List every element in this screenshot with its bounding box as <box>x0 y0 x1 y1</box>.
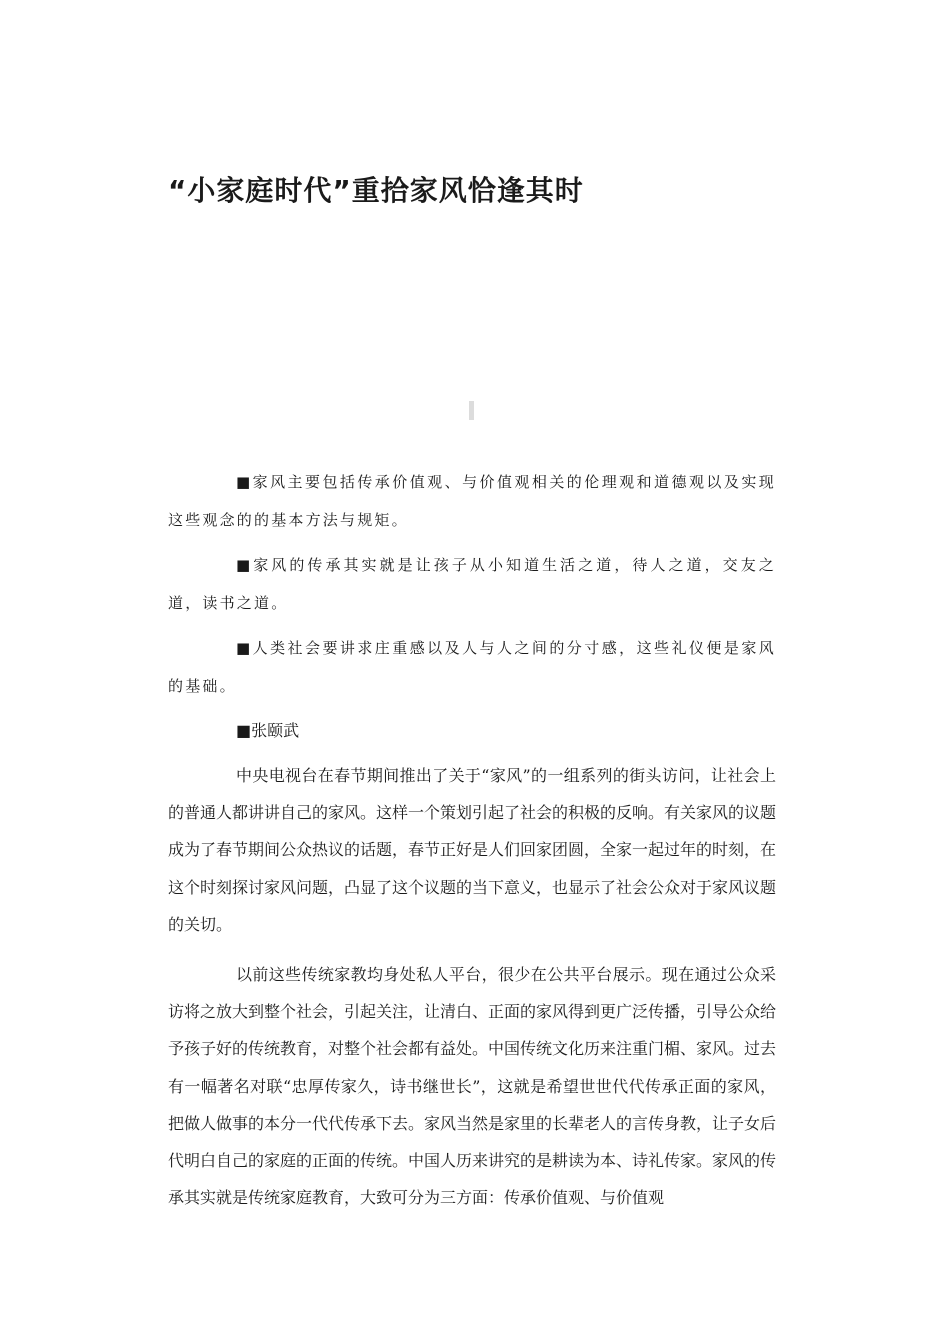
summary-point-1: ■家风主要包括传承价值观、与价值观相关的伦理观和道德观以及实现这些观念的的基本方法与规矩。 <box>168 473 776 529</box>
body-paragraph-1: 中央电视台在春节期间推出了关于“家风”的一组系列的街头访问，让社会上的普通人都讲讲自己的家风。这样一个策划引起了社会的积极的反响。有关家风的议题成为了春节期间公众热议的话题，春节正好是人们回家团圆，全家一起过年的时刻，在这个时刻探讨家风问题，凸显了这个议题的当下意义，也显示了社会公众对于家风议题的关切。 <box>168 766 777 934</box>
summary-point-2: ■家风的传承其实就是让孩子从小知道生活之道，待人之道，交友之道，读书之道。 <box>168 556 776 612</box>
article-body <box>168 463 776 1229</box>
summary-point-3: ■人类社会要讲求庄重感以及人与人之间的分寸感，这些礼仪便是家风的基础。 <box>168 639 776 695</box>
image-placeholder <box>469 401 474 420</box>
article-title: “小家庭时代”重拾家风恰逢其时 <box>168 173 584 207</box>
body-paragraph-2: 以前这些传统家教均身处私人平台，很少在公共平台展示。现在通过公众采访将之放大到整个社会，引起关注，让清白、正面的家风得到更广泛传播，引导公众给予孩子好的传统教育，对整个社会都有益处。中国传统文化历来注重门楣、家风。过去有一幅著名对联“忠厚传家久，诗书继世长”，这就是希望世世代代传承正面的家风，把做人做事的本分一代代传承下去。家风当然是家里的长辈老人的言传身教，让子女后代明白自己的家庭的正面的传统。中国人历来讲究的是耕读为本、诗礼传家。家风的传承其实就是传统家庭教育，大致可分为三方面：传承价值观、与价值观 <box>168 965 777 1208</box>
author-byline: ■张颐武 <box>236 721 300 740</box>
